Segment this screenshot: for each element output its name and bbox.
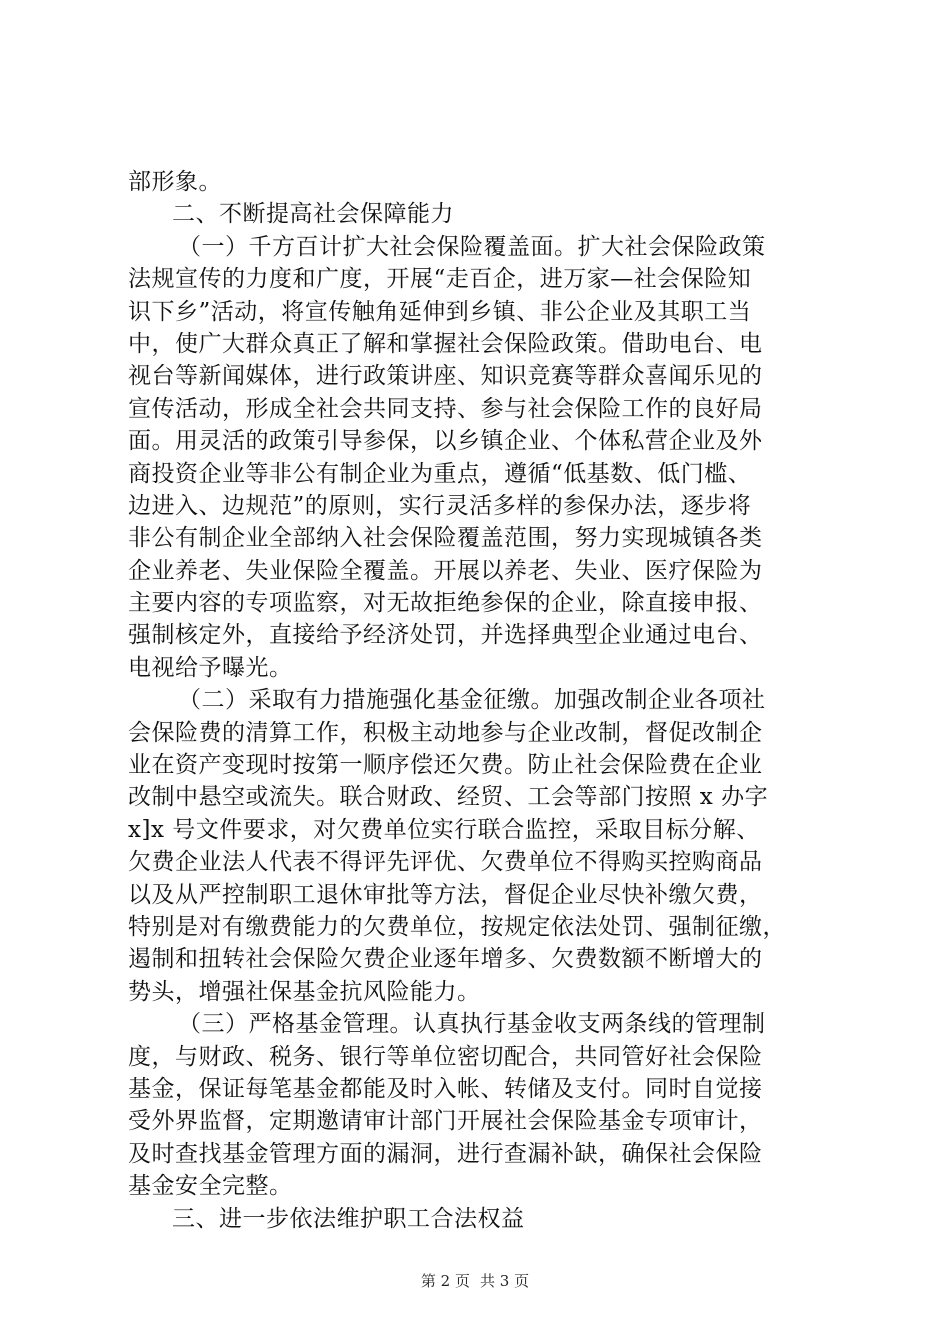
text-line: 中，使广大群众真正了解和掌握社会保险政策。借助电台、电 [128,330,763,357]
text-line: 电视给予曝光。 [128,654,293,681]
text-line: 度，与财政、税务、银行等单位密切配合，共同管好社会保险 [128,1043,763,1070]
text-line: 改制中悬空或流失。联合财政、经贸、工会等部门按照 x 办字 [128,784,769,811]
text-line: 边进入、边规范”的原则，实行灵活多样的参保办法，逐步将 [128,492,752,519]
text-line: 面。用灵活的政策引导参保，以乡镇企业、个体私营企业及外 [128,428,763,455]
paragraph-start: （三）严格基金管理。认真执行基金收支两条线的管理制 [178,1011,766,1038]
text-line: 强制核定外，直接给予经济处罚，并选择典型企业通过电台、 [128,622,763,649]
document-body [128,166,828,1235]
text-line: 欠费企业法人代表不得评先评优、欠费单位不得购买控购商品 [128,849,763,876]
text-line: 特别是对有缴费能力的欠费单位，按规定依法处罚、强制征缴， [128,913,786,940]
text-line: x]x 号文件要求，对欠费单位实行联合监控，采取目标分解、 [128,816,760,843]
paragraph-start: （一）千方百计扩大社会保险覆盖面。扩大社会保险政策 [178,233,766,260]
text-line: 会保险费的清算工作，积极主动地参与企业改制，督促改制企 [128,719,763,746]
section-heading: 三、进一步依法维护职工合法权益 [172,1205,525,1232]
page-number: 第 2 页 [420,1272,470,1290]
text-line: 基金，保证每笔基金都能及时入帐、转储及支付。同时自觉接 [128,1075,763,1102]
text-line: 势头，增强社保基金抗风险能力。 [128,978,481,1005]
section-heading: 二、不断提高社会保障能力 [172,201,454,228]
text-line: 受外界监督，定期邀请审计部门开展社会保险基金专项审计， [128,1108,763,1135]
text-line: 商投资企业等非公有制企业为重点，遵循“低基数、低门槛、 [128,460,752,487]
text-line: 宣传活动，形成全社会共同支持、参与社会保险工作的良好局 [128,395,763,422]
page-footer [0,1271,950,1291]
text-line: 基金安全完整。 [128,1173,293,1200]
paragraph-start: （二）采取有力措施强化基金征缴。加强改制企业各项社 [178,687,766,714]
text-line: 主要内容的专项监察，对无故拒绝参保的企业，除直接申报、 [128,590,763,617]
text-line: 法规宣传的力度和广度，开展“走百企，进万家—社会保险知 [128,266,752,293]
text-line: 以及从严控制职工退休审批等方法，督促企业尽快补缴欠费， [128,881,763,908]
text-line: 遏制和扭转社会保险欠费企业逐年增多、欠费数额不断增大的 [128,946,763,973]
text-line: 及时查找基金管理方面的漏洞，进行查漏补缺，确保社会保险 [128,1140,763,1167]
text-line: 非公有制企业全部纳入社会保险覆盖范围，努力实现城镇各类 [128,525,763,552]
text-line: 视台等新闻媒体，进行政策讲座、知识竞赛等群众喜闻乐见的 [128,363,763,390]
page-total: 共 3 页 [480,1272,530,1290]
text-line: 部形象。 [128,169,222,195]
text-line: 企业养老、失业保险全覆盖。开展以养老、失业、医疗保险为 [128,557,763,584]
text-line: 识下乡”活动，将宣传触角延伸到乡镇、非公企业及其职工当 [128,298,752,325]
text-line: 业在资产变现时按第一顺序偿还欠费。防止社会保险费在企业 [128,752,763,779]
